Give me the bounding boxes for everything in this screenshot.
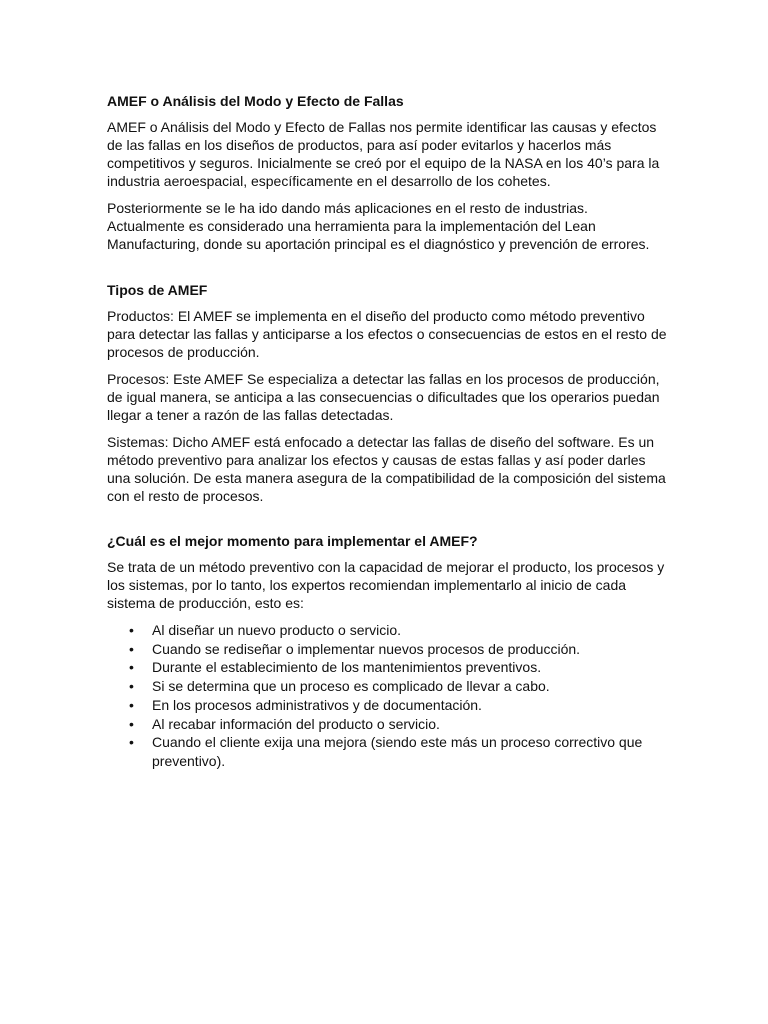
bullet-list — [107, 621, 667, 771]
list-item: • Al recabar información del producto o servicio. — [129, 715, 440, 732]
paragraph-momento-intro: Se trata de un método preventivo con la capacidad de mejorar el producto, los procesos y los sistemas, por lo tanto, los expertos recomiendan implementarlo al inicio de cada sistema de producción, esto es: — [107, 559, 665, 611]
bullet-icon: • — [129, 640, 134, 657]
paragraph-tipo-sistemas: Sistemas: Dicho AMEF está enfocado a detectar las fallas de diseño del software. Es un método preventivo para analizar los efectos y causas de estas fallas y así poder darles una solución. De esta manera asegura de la compatibilidad de la composición del sistema con el resto de procesos. — [107, 434, 666, 504]
bullet-icon: • — [129, 678, 134, 695]
list-item: • En los procesos administrativos y de documentación. — [129, 696, 482, 713]
bullet-icon: • — [129, 622, 134, 638]
list-item: • Durante el establecimiento de los mantenimientos preventivos. — [129, 659, 542, 676]
section-title-amef: AMEF o Análisis del Modo y Efecto de Fallas — [107, 93, 404, 109]
document-page — [107, 92, 667, 771]
paragraph-amef-applications: Posteriormente se le ha ido dando más aplicaciones en el resto de industrias. Actualmente es considerado una herramienta para la implementación del Lean Manufacturing, donde su aportación principal es el diagnóstico y prevención de errores. — [107, 200, 650, 252]
list-item: • Al diseñar un nuevo producto o servicio. — [129, 622, 402, 638]
bullet-icon: • — [129, 734, 134, 751]
list-item: • Cuando se rediseñar o implementar nuevos procesos de producción. — [129, 640, 581, 657]
list-item: • Cuando el cliente exija una mejora (siendo este más un proceso correctivo que preventivo). — [129, 734, 643, 769]
section-title-tipos: Tipos de AMEF — [107, 282, 208, 298]
paragraph-tipo-productos: Productos: El AMEF se implementa en el diseño del producto como método preventivo para detectar las fallas y anticiparse a los efectos o consecuencias de estos en el resto de procesos de producción. — [107, 308, 667, 360]
section-title-momento: ¿Cuál es el mejor momento para implementar el AMEF? — [107, 533, 478, 549]
bullet-icon: • — [129, 659, 134, 676]
bullet-icon: • — [129, 696, 134, 713]
bullet-icon: • — [129, 715, 134, 732]
paragraph-tipo-procesos: Procesos: Este AMEF Se especializa a detectar las fallas en los procesos de producción, de igual manera, se anticipa a las consecuencias o dificultades que los operarios puedan llegar a tener a razón de las fallas detectadas. — [107, 371, 660, 423]
paragraph-amef-intro: AMEF o Análisis del Modo y Efecto de Fallas nos permite identificar las causas y efectos de las fallas en los diseños de productos, para así poder evitarlos y hacerlos más competitivos y seguros. Inicialmente se creó por el equipo de la NASA en los 40’s para la industria aeroespacial, específicamente en el desarrollo de los cohetes. — [107, 119, 660, 189]
list-item: • Si se determina que un proceso es complicado de llevar a cabo. — [129, 678, 550, 695]
